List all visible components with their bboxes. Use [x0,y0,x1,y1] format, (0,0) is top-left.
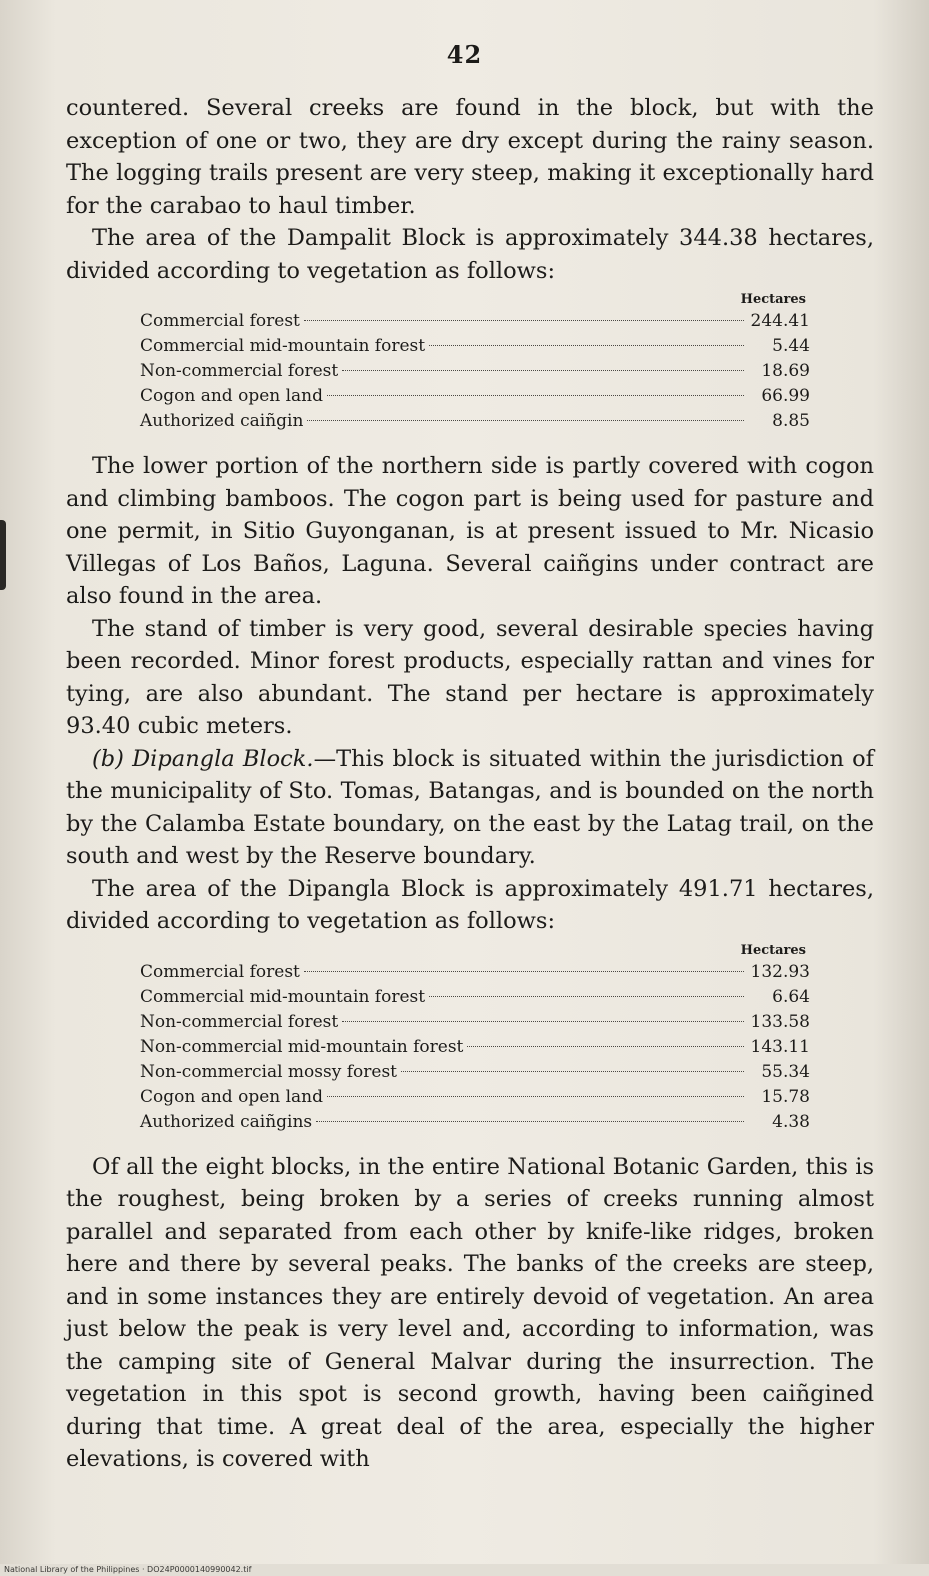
paragraph-2: The area of the Dampalit Block is approximately 344.38 hectares, divided according to vegetation as follows: [66,225,874,284]
paragraph-1: countered. Several creeks are found in the block, but with the exception of one or two, they are dry except during the rainy season. The logging trails present are very steep, making it exceptionally hard for the carabao to haul timber. [66,95,874,219]
row-value: 244.41 [750,311,810,331]
table-row [140,1110,810,1135]
row-label: Cogon and open land [140,1086,324,1107]
table-row [140,1035,810,1060]
row-label: Authorized caiñgins [140,1111,313,1132]
table-row [140,1085,810,1110]
dot-leader [327,1096,744,1097]
dot-leader [342,1021,744,1022]
row-label: Commercial forest [140,961,300,982]
row-value: 5.44 [772,336,810,356]
dot-leader [342,370,744,371]
table-row [140,384,810,409]
dot-leader [429,996,744,997]
row-value: 6.64 [772,986,810,1007]
row-value: 15.78 [761,1086,810,1107]
table-row [140,409,810,434]
row-value: 133.58 [750,1011,810,1032]
paragraph-3: The lower portion of the northern side is partly covered with cogon and climbing bamboos. The cogon part is being used for pasture and one permit, in Sitio Guyonganan, is at present issued to Mr. Nicasio Villegas of Los Baños, Laguna. Several caiñgins under contract are also found in the area. [66,453,874,609]
table-row [140,359,810,384]
dot-leader [467,1046,744,1047]
dot-leader [327,395,744,396]
row-label: Authorized caiñgin [140,411,304,431]
table-row [140,985,810,1010]
table-row [140,334,810,359]
dot-leader [307,420,744,421]
row-value: 143.11 [750,1036,810,1057]
row-value: 132.93 [750,961,810,982]
dot-leader [401,1071,744,1072]
table-header-hectares: Hectares [740,942,806,958]
row-label: Non-commercial forest [140,1011,339,1032]
table-row [140,1010,810,1035]
row-value: 18.69 [761,361,810,381]
dampalit-area-table [140,291,810,434]
row-label: Commercial forest [140,311,300,331]
row-label: Non-commercial mid-mountain forest [140,1036,464,1057]
dot-leader [304,971,744,972]
paragraph-5-text: —This block is situated within the jurisdiction of the municipality of Sto. Tomas, Batangas, and is bounded on the north by the Calamba Estate boundary, on the east by the Latag trail, on the south and west by the Reserve boundary. [66,745,874,869]
row-label: Non-commercial mossy forest [140,1061,398,1082]
scan-footer: National Library of the Philippines · DO24P0000140990042.tif [0,1564,929,1576]
paragraph-4: The stand of timber is very good, several desirable species having been recorded. Minor forest products, especially rattan and vines for tying, are also abundant. The stand per hectare is approximately 93.40 cubic meters. [66,615,874,739]
paragraph-7: Of all the eight blocks, in the entire National Botanic Garden, this is the roughest, being broken by a series of creeks running almost parallel and separated from each other by knife-like ridges, broken here and there by several peaks. The banks of the creeks are steep, and in some instances they are entirely devoid of vegetation. An area just below the peak is very level and, according to information, was the camping site of General Malvar during the insurrection. The vegetation in this spot is second growth, having been caiñgined during that time. A great deal of the area, especially the higher elevations, is covered with [66,1153,874,1472]
paragraph-6: The area of the Dipangla Block is approximately 491.71 hectares, divided according to vegetation as follows: [66,875,874,934]
table-row [140,960,810,985]
page-body [66,92,874,1476]
row-label: Cogon and open land [140,386,324,406]
dipangla-area-table [140,942,810,1135]
binding-shadow [0,520,6,590]
row-value: 55.34 [761,1061,810,1082]
table-row [140,309,810,334]
section-heading: (b) Dipangla Block. [92,745,314,772]
page-number: 42 [446,40,483,69]
dot-leader [304,320,744,321]
row-label: Non-commercial forest [140,361,339,381]
dot-leader [316,1121,744,1122]
dot-leader [429,345,744,346]
row-value: 8.85 [772,411,810,431]
paragraph-5 [66,743,874,873]
row-label: Commercial mid-mountain forest [140,336,426,356]
row-label: Commercial mid-mountain forest [140,986,426,1007]
table-row [140,1060,810,1085]
row-value: 4.38 [772,1111,810,1132]
row-value: 66.99 [761,386,810,406]
table-header-hectares: Hectares [740,292,806,307]
